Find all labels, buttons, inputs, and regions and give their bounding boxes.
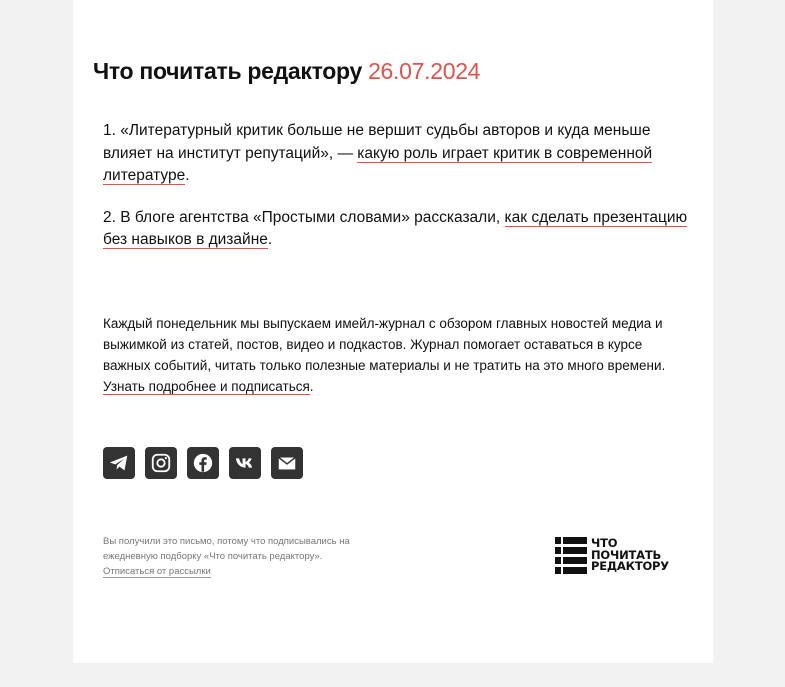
item-tail: . xyxy=(185,167,190,184)
item-tail: . xyxy=(267,231,273,248)
telegram-icon[interactable] xyxy=(103,447,135,479)
unsubscribe-link[interactable]: Отписаться от рассылки xyxy=(103,566,211,577)
list-item xyxy=(103,207,688,252)
facebook-icon[interactable] xyxy=(187,447,219,479)
logo-line: РЕДАКТОРУ xyxy=(591,559,669,574)
article-link[interactable]: какую роль играет критик в современной литературе xyxy=(103,144,653,184)
subscribe-link[interactable]: Узнать подробнее и подписаться xyxy=(103,379,310,394)
logo-mark xyxy=(555,537,587,574)
article-link[interactable]: как сделать презентацию без навыков в дизайне xyxy=(103,208,688,248)
list-item xyxy=(103,120,688,188)
about-text: Каждый понедельник мы выпускаем имейл-журнал с обзором главных новостей медиа и выжимкой из статей, постов, видео и подкастов. Журнал помогает оставаться в курсе важных событий, читать только полезные материалы и не тратить на это много времени. xyxy=(103,316,666,373)
about-tail: . xyxy=(309,379,314,394)
item-text: 1. «Литературный критик больше не вершит судьбы авторов и куда меньше влияет на институт репутаций», — xyxy=(103,122,651,162)
logo-text xyxy=(591,538,669,573)
page-title xyxy=(93,58,480,85)
about-paragraph xyxy=(103,313,688,397)
vk-icon[interactable] xyxy=(229,447,261,479)
footer-note xyxy=(103,534,393,579)
footer-reason: Вы получили это письмо, потому что подписывались на ежедневную подборку «Что почитать редактору». xyxy=(103,536,350,562)
item-text: 2. В блоге агентства «Простыми словами» рассказали, xyxy=(103,208,505,226)
instagram-icon[interactable] xyxy=(145,447,177,479)
article-list xyxy=(103,120,688,271)
social-links xyxy=(103,447,303,479)
title-text: Что почитать редактору xyxy=(93,58,362,84)
email-icon[interactable] xyxy=(271,447,303,479)
logo-line: ЧТО xyxy=(591,536,618,551)
logo-line: ПОЧИТАТЬ xyxy=(591,547,662,562)
issue-date: 26.07.2024 xyxy=(368,58,481,84)
email-card xyxy=(73,0,713,663)
brand-logo xyxy=(555,537,669,574)
